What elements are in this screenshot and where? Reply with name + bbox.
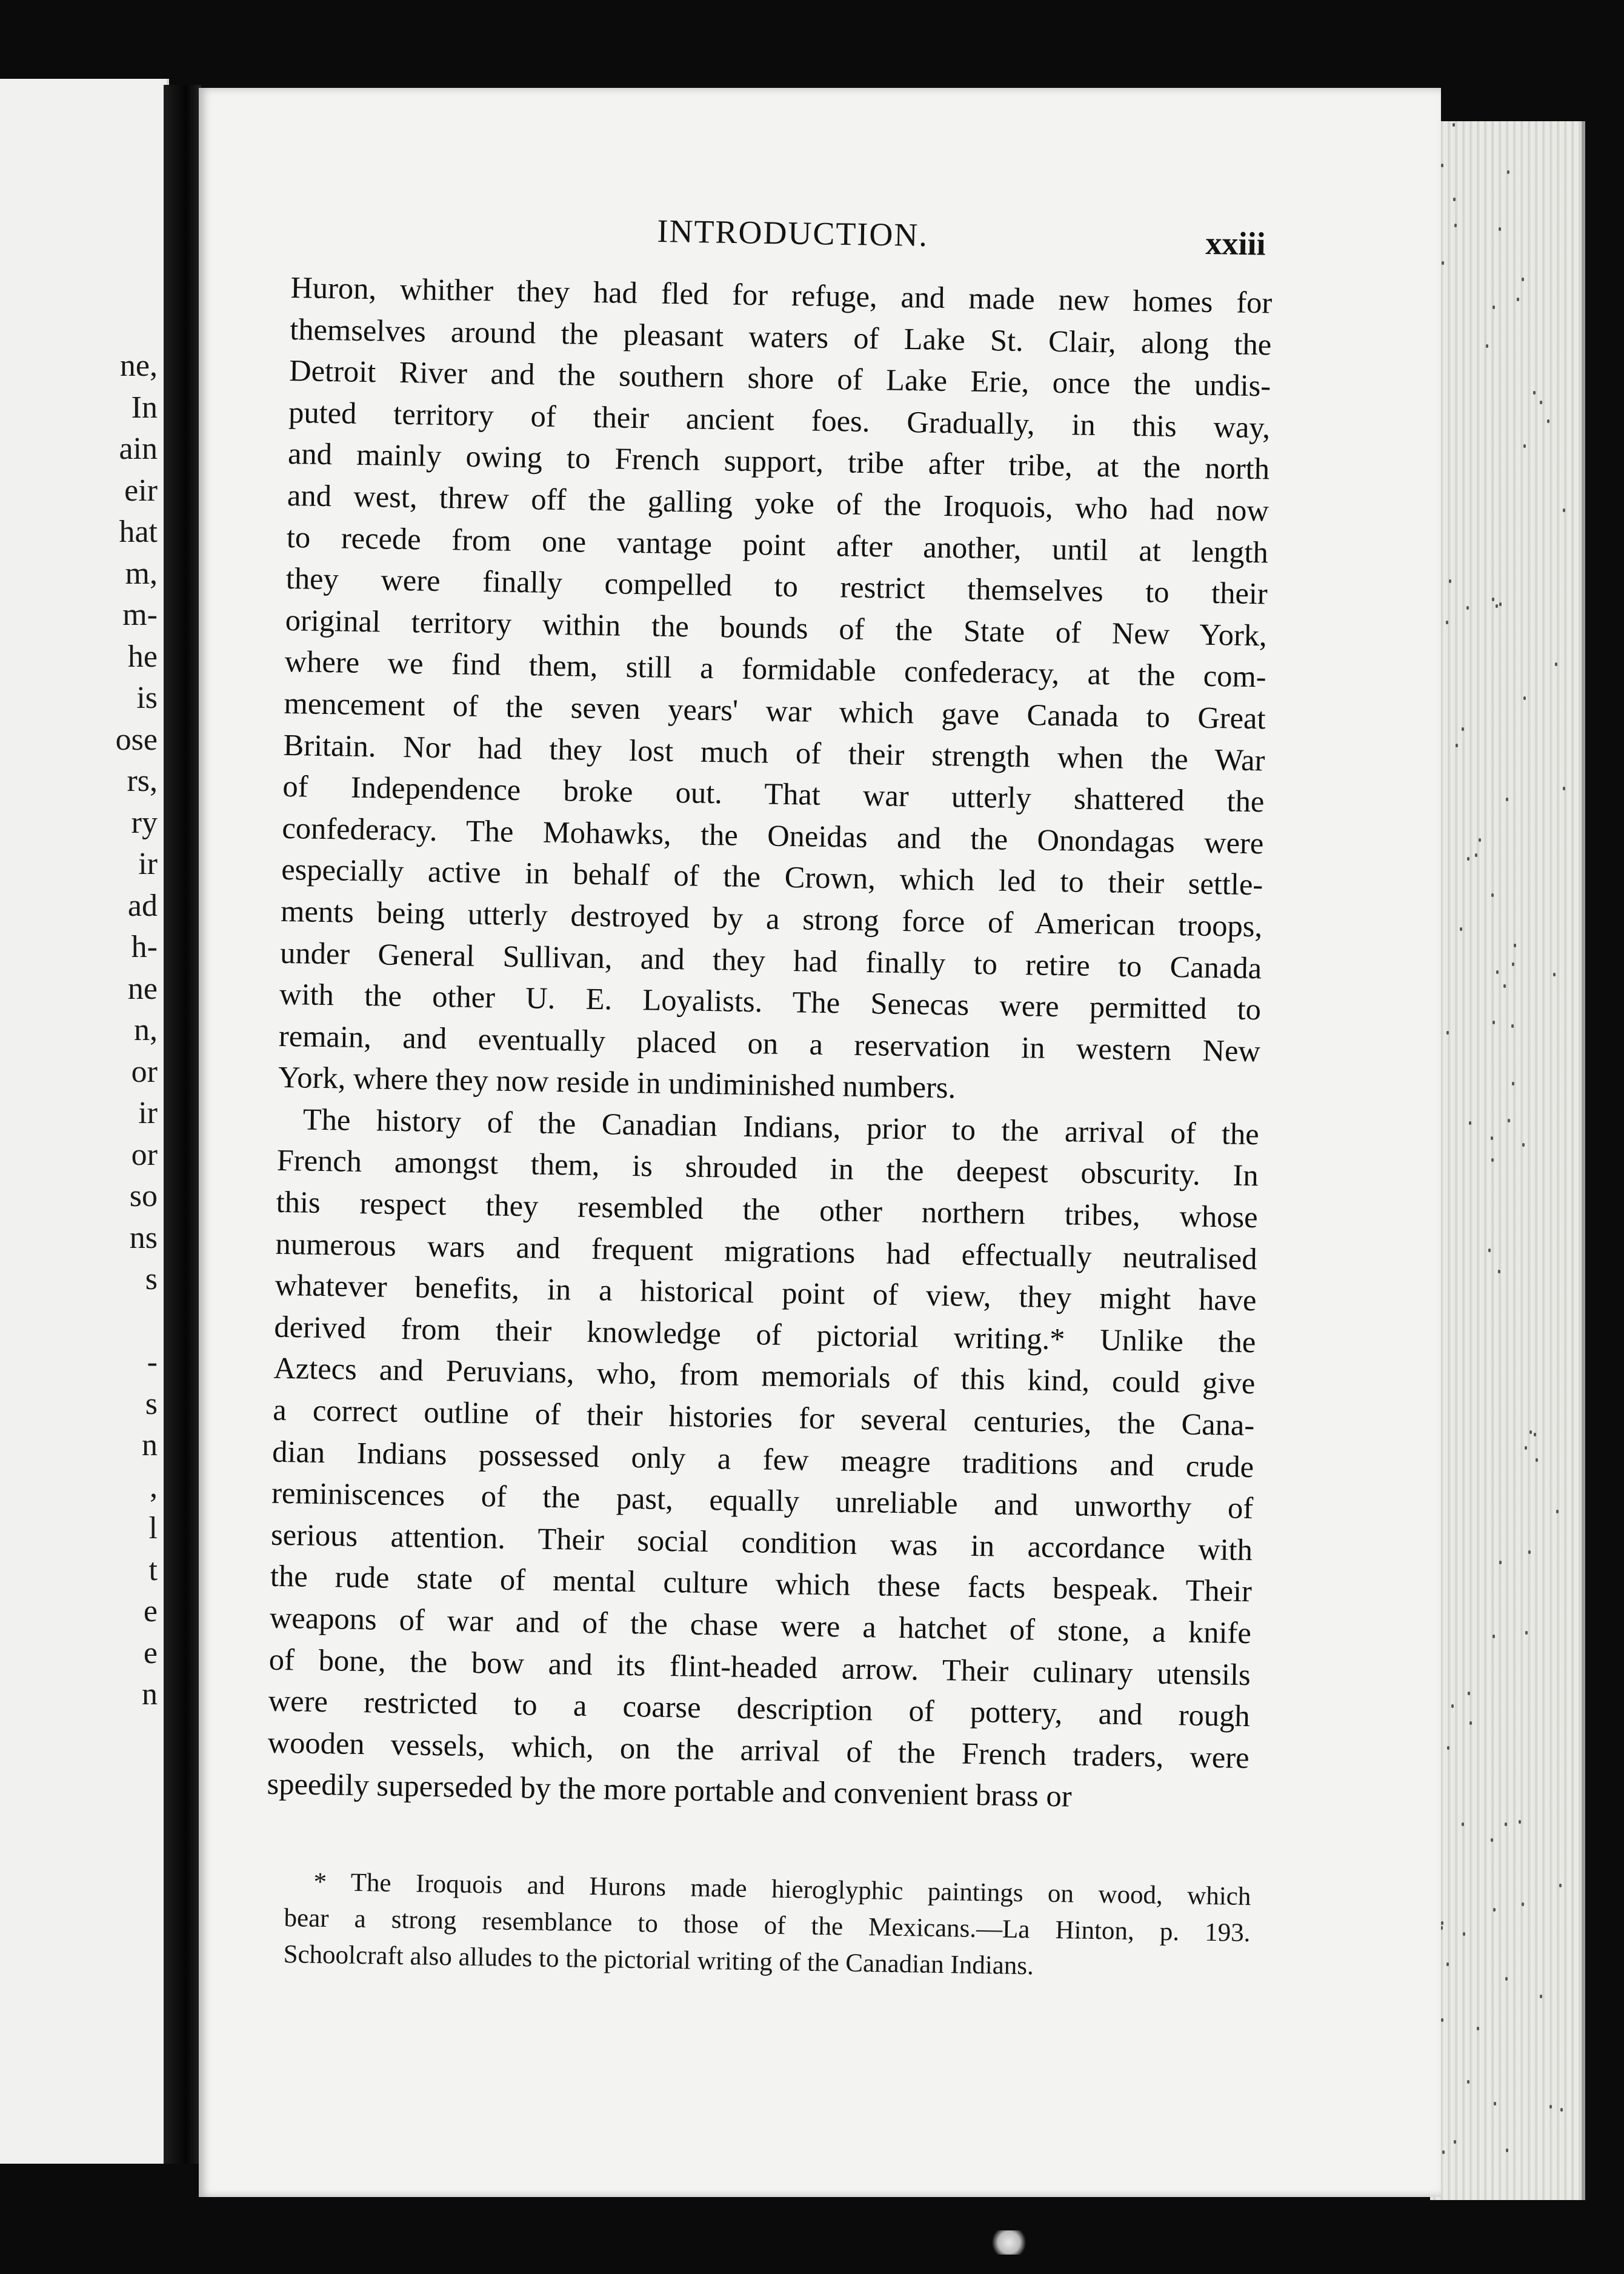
text-line: dian Indians possessed only a few meagre traditions and crude	[271, 1434, 1254, 1484]
edge-speck	[1529, 1430, 1532, 1434]
left-page-fragment: ad	[127, 888, 158, 923]
edge-speck	[1491, 893, 1494, 897]
edge-speck	[1462, 727, 1464, 731]
edge-speck	[1442, 2150, 1445, 2154]
text-line: serious attention. Their social condition was in accordance with	[270, 1517, 1253, 1567]
left-page-fragment: s	[145, 1386, 158, 1421]
edge-speck	[1463, 1932, 1465, 1936]
edge-speck	[1488, 1249, 1491, 1252]
text-line: ments being utterly destroyed by a strong force of American troops,	[280, 893, 1263, 944]
text-line: of bone, the bow and its flint-headed arrow. Their culinary utensils	[268, 1642, 1251, 1692]
edge-speck	[1441, 164, 1443, 167]
left-page-fragment: ne,	[119, 348, 158, 383]
edge-speck	[1517, 298, 1519, 301]
edge-speck	[1512, 962, 1514, 966]
page-edge-stack	[1430, 121, 1585, 2200]
left-page-fragment: -	[147, 1345, 158, 1379]
left-page-fragment: ir	[138, 847, 158, 881]
edge-speck	[1560, 2108, 1563, 2112]
edge-speck	[1528, 1550, 1531, 1554]
running-head: INTRODUCTION.	[657, 212, 929, 254]
edge-speck	[1449, 579, 1451, 583]
edge-speck	[1511, 1024, 1514, 1028]
edge-speck	[1467, 2080, 1469, 2084]
edge-speck	[1496, 604, 1498, 608]
left-page-fragment: or	[131, 1137, 158, 1172]
text-line: French amongst them, is shrouded in the deepest obscurity. In	[276, 1143, 1259, 1193]
left-page-fragment: ne	[127, 971, 158, 1006]
left-page-fragment: is	[136, 681, 158, 715]
text-line: weapons of war and of the chase were a hatchet of stone, a knife	[269, 1600, 1252, 1650]
edge-speck	[1549, 2105, 1552, 2109]
edge-speck	[1477, 2027, 1479, 2030]
edge-speck	[1519, 1820, 1521, 1824]
edge-speck	[1493, 1635, 1495, 1638]
edge-speck	[1506, 798, 1508, 801]
left-page-fragment: In	[131, 390, 158, 425]
edge-speck	[1446, 621, 1448, 624]
edge-speck	[1534, 1433, 1536, 1436]
left-page-fragment: he	[127, 639, 158, 674]
left-page-fragment: n	[142, 1428, 158, 1462]
text-line: original territory within the bounds of the State of New York,	[285, 602, 1268, 653]
edge-speck	[1441, 2018, 1443, 2022]
edge-speck	[1453, 198, 1456, 201]
edge-speck	[1525, 1631, 1528, 1635]
edge-speck	[1467, 857, 1469, 861]
text-line: under General Sullivan, and they had finally to retire to Canada	[279, 935, 1262, 985]
left-page-fragment: n,	[134, 1013, 158, 1047]
text-line: puted territory of their ancient foes. Gradually, in this way,	[288, 395, 1271, 445]
edge-speck	[1559, 1884, 1562, 1887]
text-line: themselves around the pleasant waters of Lake St. Clair, along the	[289, 312, 1272, 362]
edge-speck	[1441, 1921, 1443, 1925]
text-line: whatever benefits, in a historical point of view, they might have	[275, 1268, 1257, 1318]
edge-speck	[1462, 1822, 1464, 1826]
edge-speck	[1442, 261, 1444, 265]
edge-speck	[1523, 444, 1526, 448]
text-line: and west, threw off the galling yoke of the Iroquois, who had now	[287, 478, 1270, 528]
text-line: York, where they now reside in undiminished numbers.	[278, 1060, 956, 1105]
edge-speck	[1491, 1136, 1493, 1140]
edge-speck	[1505, 1977, 1508, 1981]
edge-speck	[1506, 2149, 1508, 2152]
left-page-fragment: ry	[131, 805, 158, 840]
edge-speck	[1496, 970, 1499, 974]
edge-speck	[1460, 927, 1462, 931]
edge-speck	[1486, 344, 1488, 348]
edge-speck	[1454, 224, 1457, 227]
edge-speck	[1547, 419, 1549, 423]
edge-speck	[1469, 1121, 1471, 1125]
edge-speck	[1522, 1902, 1524, 1906]
edge-speck	[1499, 227, 1501, 231]
text-line: confederacy. The Mohawks, the Oneidas and the Onondagas were	[282, 810, 1264, 861]
edge-speck	[1447, 1746, 1449, 1750]
page-number: xxiii	[1205, 224, 1266, 262]
edge-speck	[1451, 1704, 1454, 1708]
left-page-fragment: ns	[129, 1220, 158, 1255]
edge-speck	[1475, 853, 1477, 857]
edge-speck	[1499, 602, 1502, 606]
edge-speck	[1533, 391, 1536, 395]
text-line: Aztecs and Peruvians, who, from memorials of this kind, could give	[273, 1351, 1256, 1401]
edge-speck	[1553, 973, 1556, 976]
edge-speck	[1466, 606, 1469, 610]
text-line: this respect they resembled the other northern tribes, whose	[276, 1184, 1259, 1235]
text-line: reminiscences of the past, equally unreliable and unworthy of	[271, 1475, 1254, 1525]
edge-speck	[1494, 2102, 1496, 2106]
edge-speck	[1469, 1721, 1472, 1725]
text-line: the rude state of mental culture which these facts bespeak. Their	[270, 1559, 1253, 1609]
edge-speck	[1525, 1446, 1527, 1450]
edge-speck	[1556, 1510, 1559, 1513]
edge-speck	[1446, 1962, 1449, 1966]
edge-speck	[1493, 305, 1495, 309]
edge-speck	[1540, 1995, 1542, 1998]
footnote-line: Schoolcraft also alludes to the pictorial writing of the Canadian Indians.	[283, 1939, 1034, 1981]
edge-speck	[1491, 1838, 1493, 1842]
text-line: mencement of the seven years' war which gave Canada to Great	[284, 685, 1266, 736]
left-page-fragment: so	[129, 1179, 158, 1213]
footnote	[283, 1864, 1251, 1988]
left-page-fragment: l	[148, 1511, 158, 1545]
left-page-fragment: n	[142, 1677, 158, 1712]
left-page-fragment	[0, 1716, 158, 1758]
text-line: The history of the Canadian Indians, prior to the arrival of the	[302, 1102, 1260, 1152]
edge-speck	[1491, 1158, 1494, 1162]
left-page-fragment: hat	[119, 515, 158, 549]
edge-speck	[1507, 170, 1509, 174]
edge-speck	[1522, 278, 1524, 281]
text-line: speedily superseded by the more portable and convenient brass or	[267, 1767, 1072, 1813]
left-page-fragment: e	[143, 1594, 158, 1629]
edge-speck	[1536, 1458, 1538, 1462]
edge-speck	[1493, 1021, 1495, 1024]
left-facing-page	[0, 79, 169, 2164]
left-page-fragment: h-	[131, 930, 158, 964]
left-page-fragment: ir	[138, 1096, 158, 1130]
left-page-fragment: ose	[115, 722, 158, 757]
edge-speck	[1508, 1119, 1510, 1122]
edge-speck	[1540, 401, 1542, 404]
left-page-fragment: ain	[119, 432, 158, 466]
text-line: Detroit River and the southern shore of Lake Erie, once the undis-	[288, 353, 1271, 403]
scan-blot	[988, 2230, 1030, 2255]
left-page-fragment: m,	[125, 556, 158, 591]
edge-speck	[1479, 838, 1481, 842]
edge-speck	[1492, 598, 1494, 601]
left-page-fragment: s	[145, 1262, 158, 1296]
left-page-fragment: m-	[122, 598, 158, 632]
edge-speck	[1512, 1082, 1514, 1085]
edge-speck	[1499, 1561, 1502, 1564]
edge-speck	[1446, 1031, 1449, 1035]
text-line: to recede from one vantage point after another, until at length	[286, 519, 1269, 569]
edge-speck	[1453, 123, 1455, 127]
left-page-fragment: or	[131, 1054, 158, 1089]
left-page-fragment: e	[143, 1635, 158, 1670]
text-line: with the other U. E. Loyalists. The Senecas were permitted to	[279, 976, 1262, 1027]
edge-speck	[1456, 744, 1458, 747]
edge-speck	[1503, 984, 1506, 988]
edge-speck	[1523, 696, 1526, 700]
left-page-text-fragments	[0, 345, 158, 1757]
footnote-line: bear a strong resemblance to those of the Mexicans.—La Hinton, p. 193.	[284, 1903, 1251, 1948]
edge-speck	[1563, 508, 1565, 512]
text-line: and mainly owing to French support, tribe after tribe, at the north	[287, 436, 1270, 486]
edge-speck	[1555, 662, 1557, 666]
edge-speck	[1522, 1143, 1525, 1147]
left-page-fragment	[0, 1301, 158, 1342]
text-line: derived from their knowledge of pictorial writing.* Unlike the	[274, 1309, 1256, 1359]
text-line: remain, and eventually placed on a reservation in western New	[278, 1018, 1261, 1068]
edge-speck	[1468, 1692, 1470, 1695]
text-line: were restricted to a coarse description of pottery, and rough	[268, 1683, 1251, 1733]
text-line: especially active in behalf of the Crown, which led to their settle-	[281, 852, 1263, 902]
left-page-fragment: eir	[124, 473, 158, 508]
left-page-fragment: rs,	[127, 764, 158, 798]
text-line: where we find them, still a formidable confederacy, at the com-	[284, 644, 1267, 694]
left-page-fragment: t	[148, 1552, 158, 1587]
edge-speck	[1454, 2140, 1456, 2144]
edge-speck	[1563, 787, 1565, 790]
text-line: Huron, whither they had fled for refuge, and made new homes for	[290, 270, 1273, 320]
book-gutter	[164, 85, 201, 2164]
left-page-fragment: ,	[150, 1469, 158, 1504]
edge-speck	[1498, 1270, 1500, 1273]
text-line: wooden vessels, which, on the arrival of the French traders, were	[267, 1725, 1250, 1775]
text-line: Britain. Nor had they lost much of their strength when the War	[283, 727, 1265, 777]
text-line: numerous wars and frequent migrations had effectually neutralised	[275, 1226, 1257, 1276]
text-line: they were finally compelled to restrict themselves to their	[285, 561, 1268, 611]
footnote-line: * The Iroquois and Hurons made hieroglyphic paintings on wood, which	[313, 1867, 1251, 1912]
body-text	[267, 267, 1273, 1820]
text-line: of Independence broke out. That war utterly shattered the	[282, 769, 1265, 819]
edge-speck	[1493, 1908, 1496, 1912]
edge-speck	[1505, 1822, 1507, 1826]
text-line: a correct outline of their histories for several centuries, the Cana-	[272, 1392, 1255, 1442]
edge-speck	[1514, 944, 1516, 947]
